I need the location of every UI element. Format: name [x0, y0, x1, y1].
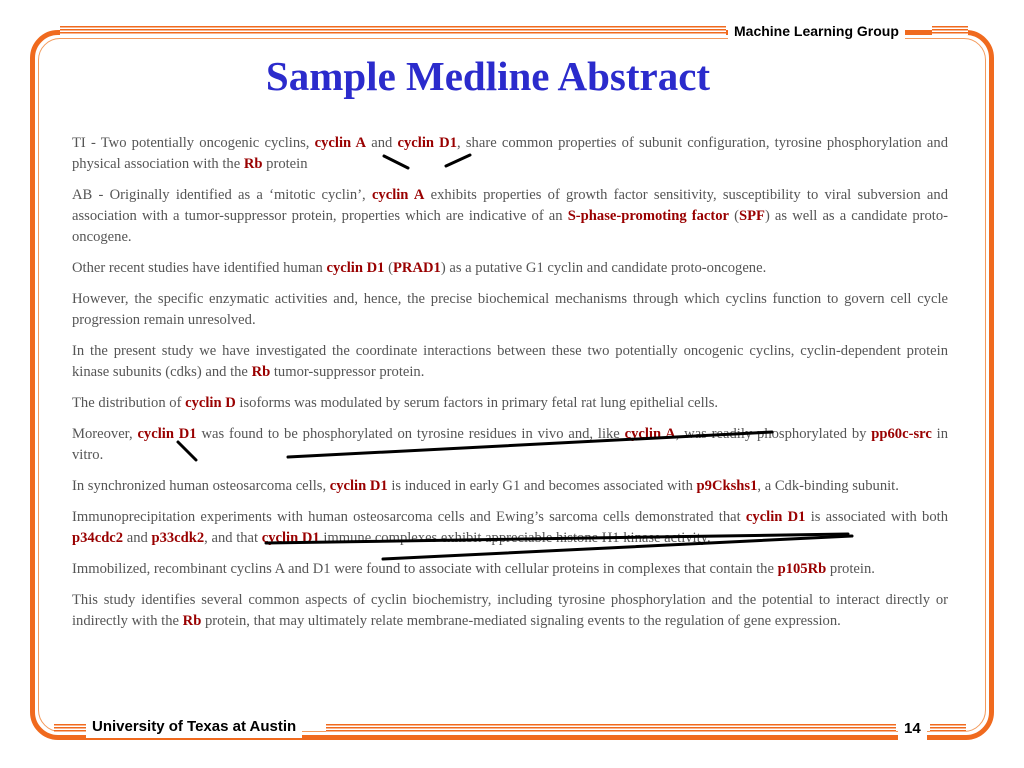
abstract-text: is associated with both — [805, 509, 948, 525]
abstract-text: Other recent studies have identified human — [72, 260, 327, 276]
footer-stripes-left — [54, 724, 86, 733]
entity-mention: cyclin A — [371, 187, 425, 203]
abstract-text: In synchronized human osteosarcoma cells, — [72, 478, 330, 494]
abstract-text: tumor-suppressor protein. — [270, 364, 425, 380]
header-stripes-left — [60, 26, 726, 35]
abstract-text: was found to be phosphorylated on tyrosine residues in vivo and, like — [196, 426, 625, 442]
entity-mention: cyclin D1 — [261, 530, 320, 546]
abstract-text: ( — [384, 260, 393, 276]
footer-institution: University of Texas at Austin — [86, 716, 302, 738]
abstract-text: ( — [729, 208, 739, 224]
abstract-text: is induced in early G1 and becomes associated with — [387, 478, 697, 494]
abstract-text: However, the specific enzymatic activities and, hence, the precise biochemical mechanisms through which cyclins function to govern cell cycle progression remain unresolved. — [72, 291, 948, 328]
abstract-paragraph — [72, 289, 948, 331]
entity-mention: p9Ckshs1 — [696, 478, 758, 494]
abstract-text: and — [123, 530, 152, 546]
footer-stripes-middle — [326, 724, 896, 733]
abstract-text: Immobilized, recombinant cyclins A and D1 were found to associate with cellular proteins in complexes that contain the — [72, 561, 778, 577]
abstract-paragraph — [72, 393, 948, 414]
entity-mention: cyclin A — [314, 135, 367, 151]
page-number: 14 — [898, 718, 927, 740]
abstract-paragraph — [72, 424, 948, 466]
entity-mention: Rb — [251, 364, 271, 380]
entity-mention: p33cdk2 — [151, 530, 205, 546]
entity-mention: Rb — [243, 156, 263, 172]
abstract-paragraph — [72, 133, 948, 175]
entity-mention: cyclin D — [185, 395, 236, 411]
abstract-text: , was readily phosphorylated by — [675, 426, 872, 442]
abstract-text: In the present study we have investigated the coordinate interactions between these two potentially oncogenic cyclins, cyclin-dependent protein kinase subunits (cdks) and the — [72, 343, 948, 380]
abstract-text: protein. — [826, 561, 875, 577]
abstract-text: , share common properties of subunit configuration, tyrosine phosphorylation and physical association with the — [72, 135, 948, 172]
footer-stripes-right — [930, 724, 966, 733]
abstract-text: protein, that may ultimately relate membrane-mediated signaling events to the regulation of gene expression. — [201, 613, 841, 629]
entity-mention: Rb — [182, 613, 202, 629]
entity-mention: SPF — [739, 208, 765, 224]
header-group-label: Machine Learning Group — [728, 20, 905, 42]
abstract-text: Immunoprecipitation experiments with human osteosarcoma cells and Ewing’s sarcoma cells demonstrated that — [72, 509, 746, 525]
abstract-text: exhibits properties of growth factor sensitivity, susceptibility to viral subversion and association with a tumor-suppressor protein, properties which are indicative of an — [72, 187, 949, 224]
abstract-text: protein — [262, 156, 308, 172]
abstract-paragraph — [72, 507, 948, 549]
entity-mention: cyclin D1 — [326, 260, 385, 276]
entity-mention: cyclin A — [624, 426, 676, 442]
abstract-paragraph — [72, 341, 948, 383]
abstract-text: and — [366, 135, 398, 151]
abstract-paragraph — [72, 590, 948, 632]
entity-mention: S-phase-promoting factor — [567, 208, 730, 224]
abstract-paragraph — [72, 559, 948, 580]
abstract-paragraph — [72, 476, 948, 497]
entity-mention: cyclin D1 — [745, 509, 806, 525]
entity-mention: cyclin D1 — [329, 478, 388, 494]
entity-mention: PRAD1 — [392, 260, 441, 276]
abstract-text: immune complexes exhibit appreciable histone H1 kinase activity. — [319, 530, 711, 546]
abstract-text: , and that — [204, 530, 262, 546]
entity-mention: cyclin D1 — [397, 135, 458, 151]
abstract-text: The distribution of — [72, 395, 186, 411]
abstract-text: This study identifies several common aspects of cyclin biochemistry, including tyrosine phosphorylation and the potential to interact directly or indirectly with the — [72, 592, 948, 629]
abstract-body — [72, 133, 948, 642]
page-title: Sample Medline Abstract — [265, 53, 711, 99]
abstract-text: AB - Originally identified as a ‘mitotic cyclin’, — [72, 187, 372, 203]
entity-mention: cyclin D1 — [137, 426, 197, 442]
abstract-text: isoforms was modulated by serum factors in primary fetal rat lung epithelial cells. — [235, 395, 719, 411]
abstract-text: ) as a putative G1 cyclin and candidate proto-oncogene. — [440, 260, 767, 276]
header-stripes-right — [932, 26, 968, 35]
abstract-text: TI - Two potentially oncogenic cyclins, — [72, 135, 315, 151]
abstract-text: , a Cdk-binding subunit. — [757, 478, 899, 494]
abstract-text: Moreover, — [72, 426, 138, 442]
entity-mention: pp60c-src — [871, 426, 932, 442]
abstract-text: in vitro. — [72, 426, 949, 463]
abstract-paragraph — [72, 258, 948, 279]
abstract-paragraph — [72, 185, 948, 248]
entity-mention: p105Rb — [777, 561, 827, 577]
entity-mention: p34cdc2 — [72, 530, 124, 546]
abstract-text: ) as well as a candidate proto-oncogene. — [72, 208, 948, 245]
